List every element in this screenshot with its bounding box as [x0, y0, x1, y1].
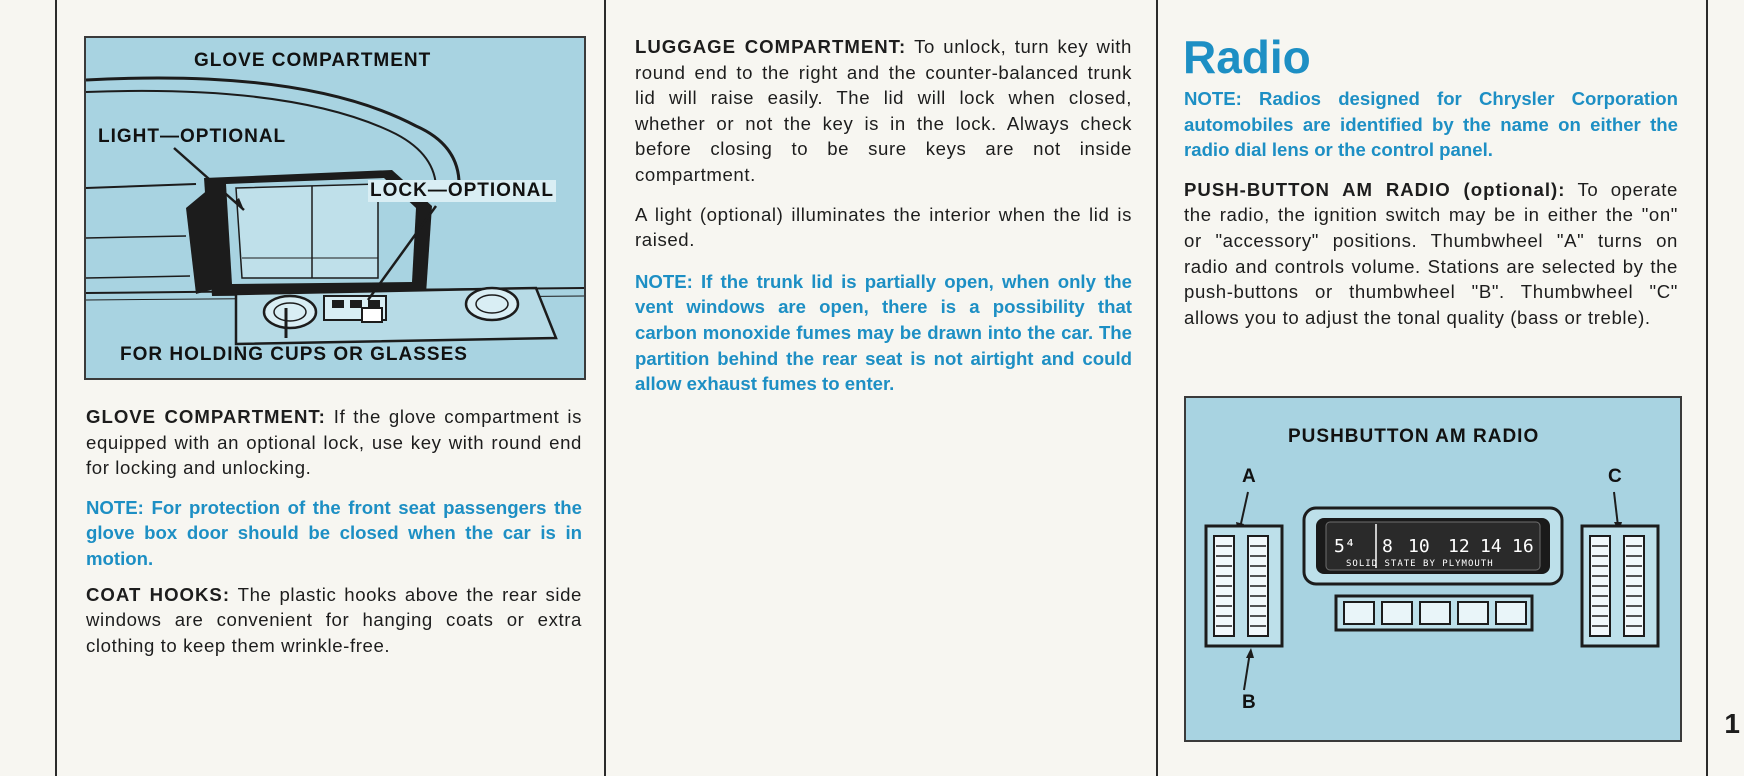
column-rule — [1156, 0, 1158, 776]
figure-label-light-optional: LIGHT—OPTIONAL — [98, 126, 287, 147]
radio-illustration — [1186, 398, 1680, 740]
glove-compartment-text: If the glove compartment is equipped with an optional lock, use key with round end for locking and unlocking. — [86, 406, 582, 479]
glove-box-note: NOTE: For protection of the front seat passengers the glove box door should be closed when the car is in motion. — [86, 496, 582, 569]
trunk-light-paragraph: A light (optional) illuminates the interior when the lid is raised. — [635, 203, 1132, 251]
column-rule — [604, 0, 606, 776]
radio-label-a: A — [1242, 466, 1257, 487]
trunk-note: NOTE: If the trunk lid is partially open, when only the vent windows are open, there is a possibility that carbon monoxide fumes may be drawn into the car. The partition behind the rear seat is not airtight and could allow exhaust fumes to enter. — [635, 270, 1132, 395]
glove-compartment-illustration — [86, 38, 584, 378]
luggage-compartment-heading: LUGGAGE COMPARTMENT: — [635, 36, 907, 57]
dial-number: 14 — [1480, 536, 1502, 557]
radio-note: NOTE: Radios designed for Chrysler Corporation automobiles are identified by the name on either the radio dial lens or the control panel. — [1184, 88, 1678, 161]
radio-figure-title: PUSHBUTTON AM RADIO — [1288, 426, 1540, 447]
pushbutton-radio-figure — [1184, 396, 1682, 742]
figure-label-glove-compartment: GLOVE COMPARTMENT — [194, 50, 432, 71]
pushbutton-radio-heading: PUSH-BUTTON AM RADIO (optional): — [1184, 178, 1566, 200]
glove-compartment-heading: GLOVE COMPARTMENT: — [86, 406, 326, 427]
middle-column-text — [635, 34, 1132, 397]
dial-number: 8 — [1382, 536, 1393, 557]
dial-number: 16 — [1512, 536, 1534, 557]
coat-hooks-heading: COAT HOOKS: — [86, 583, 231, 605]
column-rule — [55, 0, 57, 776]
column-rule — [1706, 0, 1708, 776]
pushbutton-radio-paragraph — [1184, 177, 1678, 331]
left-column-text — [86, 404, 582, 658]
luggage-compartment-paragraph — [635, 34, 1132, 188]
dial-number: 12 — [1448, 536, 1470, 557]
page-number: 1 — [1724, 708, 1740, 739]
figure-label-lock-optional: LOCK—OPTIONAL — [370, 180, 554, 201]
dial-number: 5⁴ — [1334, 536, 1356, 557]
glove-compartment-paragraph — [86, 404, 582, 481]
luggage-compartment-text: To unlock, turn key with round end to the right and the counter-balanced trunk lid will raise easily. The lid will lock when closed, whether or not the key is in the lock. Always check before closing to be sure keys are not inside compartment. — [635, 36, 1133, 185]
dial-caption: SOLID STATE BY PLYMOUTH — [1346, 559, 1494, 569]
coat-hooks-text: The plastic hooks above the rear side windows are convenient for hanging coats or extra clothing to keep them wrinkle-free. — [86, 583, 582, 656]
radio-label-b: B — [1242, 692, 1257, 713]
pushbutton-radio-text: To operate the radio, the ignition switch may be in either the "on" or "accessory" positions. Thumbwheel "A" turns on radio and controls volume. Stations are selected by the push-buttons or thumbwheel "B". Thumbwheel "C" allows you to adjust the tonal quality (bass or treble). — [1184, 178, 1678, 328]
dial-number: 10 — [1408, 536, 1430, 557]
figure-label-holding-cups: FOR HOLDING CUPS OR GLASSES — [120, 344, 468, 365]
radio-title: Radio — [1183, 31, 1311, 83]
radio-label-c: C — [1608, 466, 1623, 487]
right-column-text — [1184, 86, 1678, 330]
glove-compartment-figure — [84, 36, 586, 380]
coat-hooks-paragraph — [86, 582, 582, 659]
